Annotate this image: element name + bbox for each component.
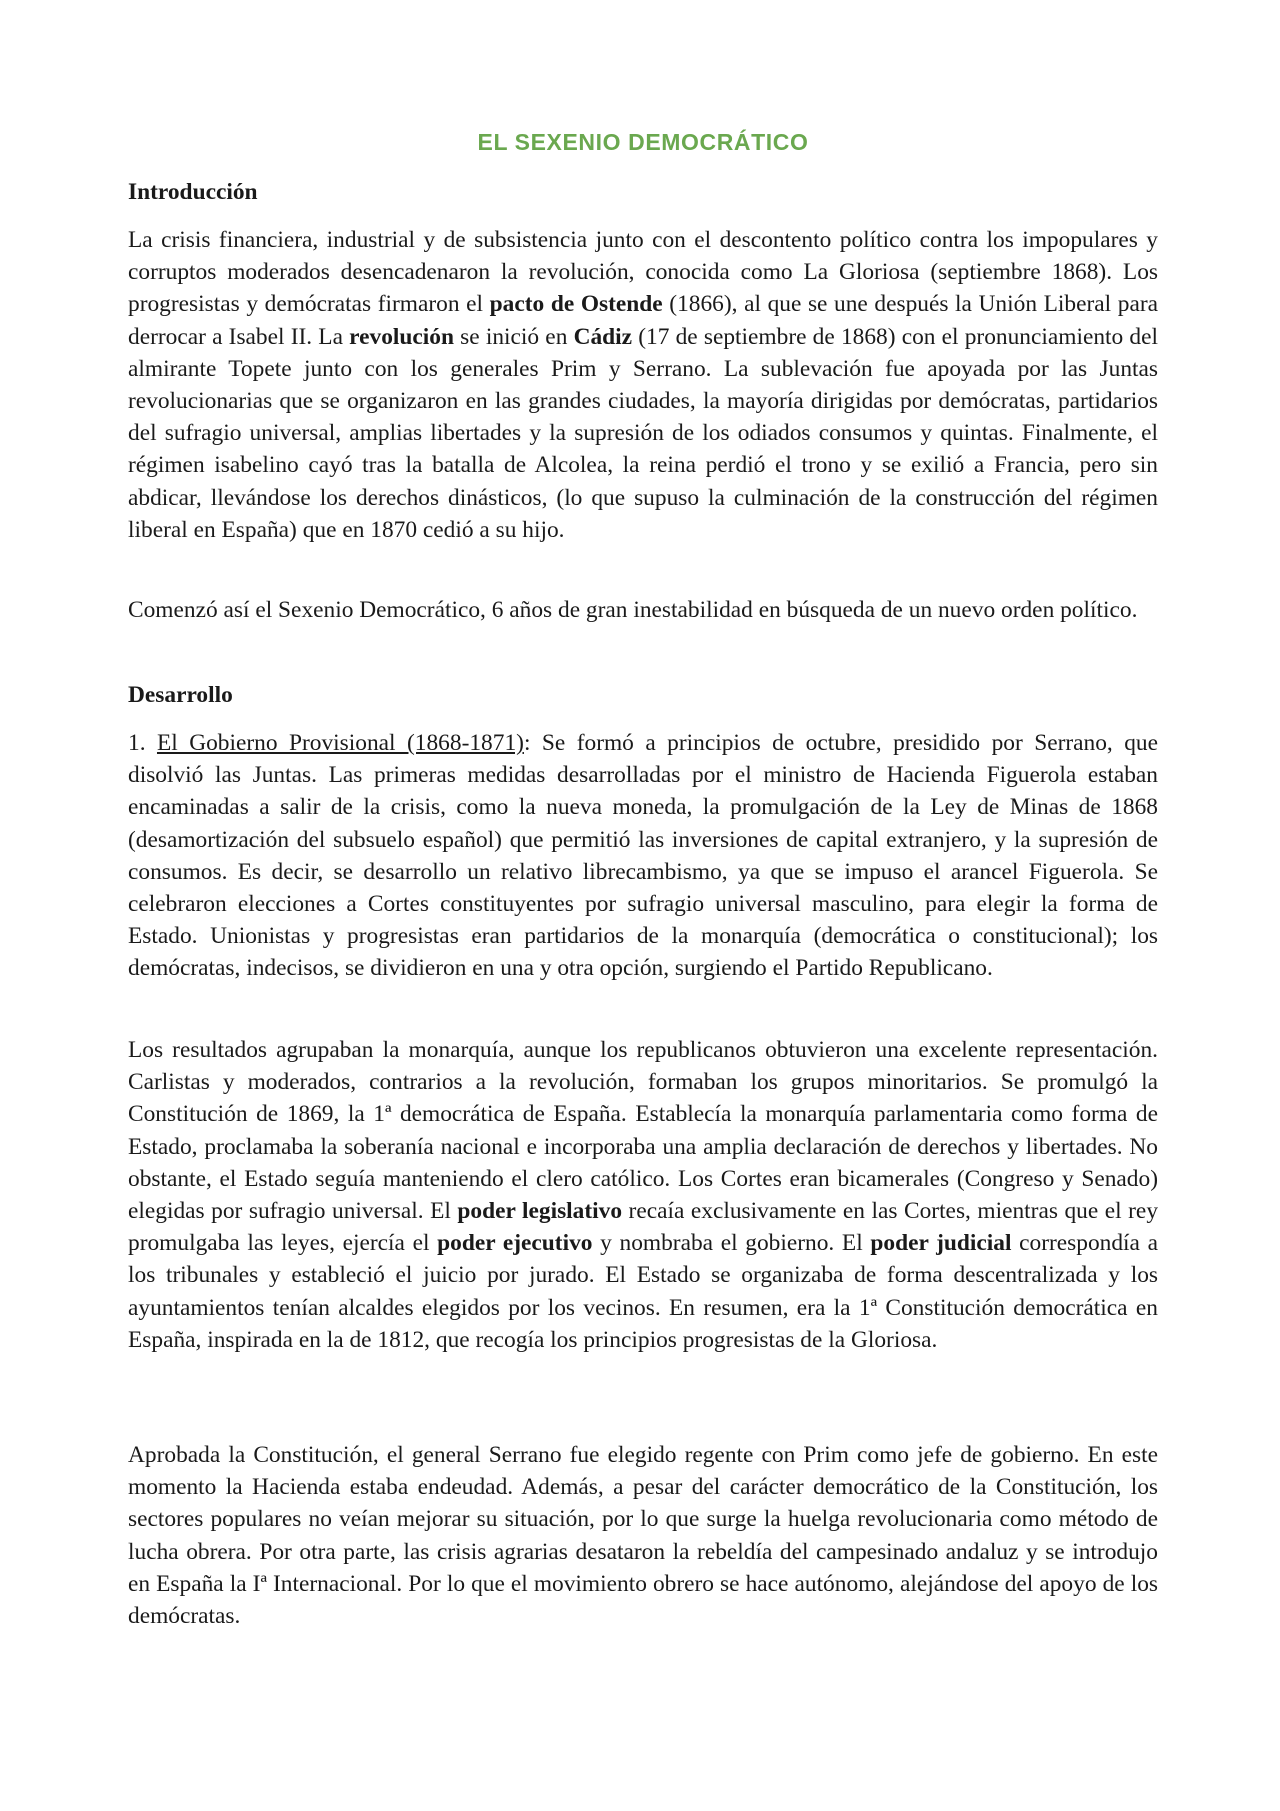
intro-p1-text-2: (1866), al que se une después la Unión Liberal para derrocar a Isabel II. La bbox=[128, 291, 1158, 350]
intro-p1-bold-cadiz: Cádiz bbox=[573, 323, 633, 350]
document-title: EL SEXENIO DEMOCRÁTICO bbox=[477, 129, 809, 155]
dev-p1-text: : Se formó a principios de octubre, presidido por Serrano, que disolvió las Juntas. Las primeras medidas desarrolladas por el ministro de Hacienda Figuerola estaban encaminadas a salir de la crisis, como la nueva moneda, la promulgación de la Ley de Minas de 1868 (desamortización del subsuelo español) que permitió las inversiones de capital extranjero, y la supresión de consumos. Es decir, se desarrollo un relativo librecambismo, ya que se impuso el arancel Figuerola. Se celebraron elecciones a Cortes constituyentes por sufragio universal masculino, para elegir la forma de Estado. Unionistas y progresistas eran partidarios de la monarquía (democrática o constitucional); los demócratas, indecisos, se dividieron en una y otra opción, surgiendo el Partido Republicano. bbox=[128, 730, 1158, 982]
dev-p2-text-3: y nombraba el gobierno. El bbox=[592, 1230, 871, 1257]
intro-p1-text-4: (17 de septiembre de 1868) con el pronunciamiento del almirante Topete junto con los generales Prim y Serrano. La sublevación fue apoyada por las Juntas revolucionarias que se organizaron en las grandes ciudades, la mayoría dirigidas por demócratas, partidarios del sufragio universal, amplias libertades y la supresión de los odiados consumos y quintas. Finalmente, el régimen isabelino cayó tras la batalla de Alcolea, la reina perdió el trono y se exilió a Francia, pero sin abdicar, llevándose los derechos dinásticos, (lo que supuso la culminación de la construcción del régimen liberal en España) que en 1870 cedió a su hijo. bbox=[128, 323, 1158, 543]
dev-paragraph-3: Aprobada la Constitución, el general Serrano fue elegido regente con Prim como jefe de gobierno. En este momento la Hacienda estaba endeudad. Además, a pesar del carácter democrático de la Constitución, los sectores populares no veían mejorar su situación, por lo que surge la huelga revolucionaria como método de lucha obrera. Por otra parte, las crisis agrarias desataron la rebeldía del campesinado andaluz y se introdujo en España la Iª Internacional. Por lo que el movimiento obrero se hace autónomo, alejándose del apoyo de los demócratas. bbox=[128, 1442, 1158, 1630]
development-heading: Desarrollo bbox=[128, 682, 233, 708]
intro-p1-text-1: La crisis financiera, industrial y de subsistencia junto con el descontento político contra los impopulares y corruptos moderados desencadenaron la revolución, conocida como La Gloriosa (septiembre 1868). Los progresistas y demócratas firmaron el bbox=[128, 227, 1158, 318]
intro-heading: Introducción bbox=[128, 179, 258, 205]
dev-p2-text-2: recaía exclusivamente en las Cortes, mientras que el rey promulgaba las leyes, ejercía el bbox=[128, 1198, 1159, 1257]
dev-paragraph-1 bbox=[128, 727, 1158, 985]
intro-paragraph-1 bbox=[128, 224, 1158, 546]
dev-p1-underlined-heading: El Gobierno Provisional (1868-1871) bbox=[156, 730, 524, 756]
dev-p2-bold-legislativo: poder legislativo bbox=[457, 1198, 623, 1225]
dev-p2-bold-ejecutivo: poder ejecutivo bbox=[437, 1230, 593, 1257]
dev-p2-text-4: correspondía a los tribunales y estableció el juicio por jurado. El Estado se organizaba de forma descentralizada y los ayuntamientos tenían alcaldes elegidos por los vecinos. En resumen, era la 1ª Constitución democrática en España, inspirada en la de 1812, que recogía los principios progresistas de la Gloriosa. bbox=[128, 1230, 1158, 1353]
dev-paragraph-2 bbox=[128, 1034, 1158, 1356]
dev-p2-text-1: Los resultados agrupaban la monarquía, aunque los republicanos obtuvieron una excelente representación. Carlistas y moderados, contrarios a la revolución, formaban los grupos minoritarios. Se promulgó la Constitución de 1869, la 1ª democrática de España. Establecía la monarquía parlamentaria como forma de Estado, proclamaba la soberanía nacional e incorporaba una amplia declaración de derechos y libertades. No obstante, el Estado seguía manteniendo el clero católico. Los Cortes eran bicamerales (Congreso y Senado) elegidas por sufragio universal. El bbox=[128, 1037, 1158, 1225]
intro-p1-bold-ostende: pacto de Ostende bbox=[489, 291, 663, 318]
intro-p1-text-3: se inició en bbox=[454, 323, 574, 350]
dev-p2-bold-judicial: poder judicial bbox=[870, 1230, 1012, 1257]
intro-paragraph-2: Comenzó así el Sexenio Democrático, 6 años de gran inestabilidad en búsqueda de un nuevo orden político. bbox=[128, 597, 1138, 623]
dev-p1-number: 1. bbox=[128, 730, 157, 756]
intro-p1-bold-revolucion: revolución bbox=[349, 323, 454, 350]
